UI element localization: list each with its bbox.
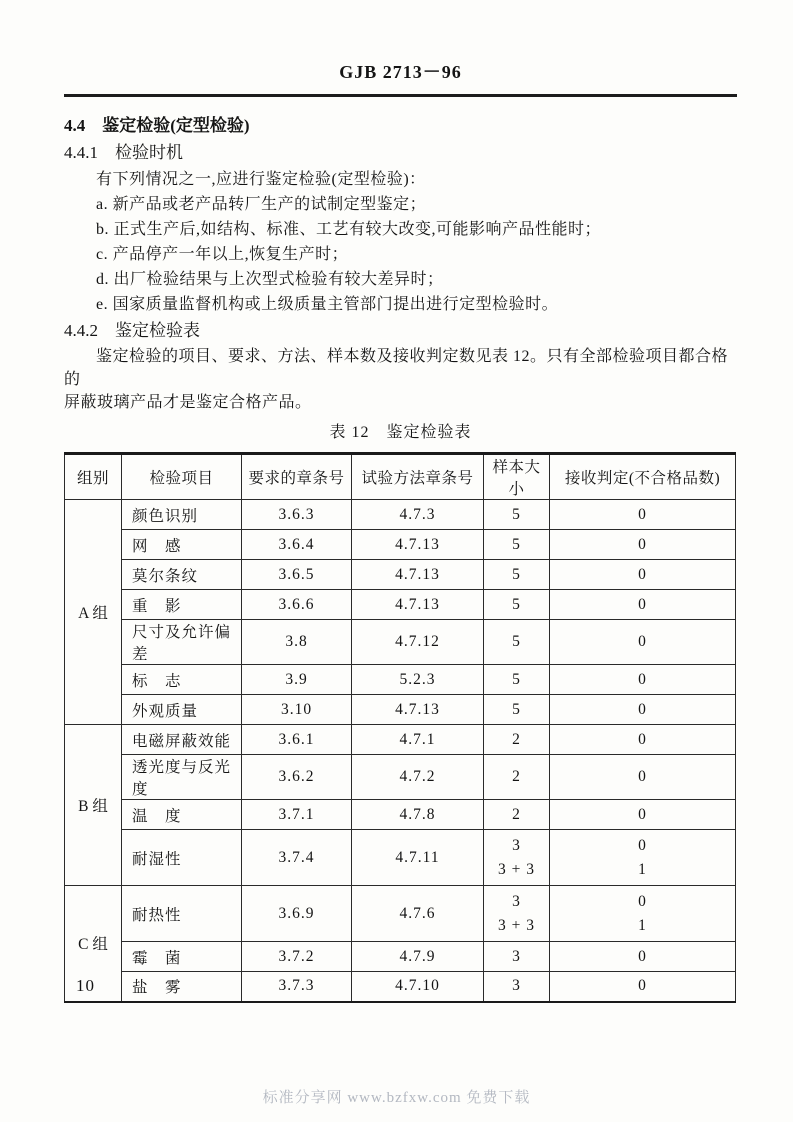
requirement-clause: 3.9 [242, 665, 352, 695]
clause-item-c: c. 产品停产一年以上,恢复生产时； [96, 246, 349, 263]
acceptance-number: 0 [550, 800, 736, 830]
acceptance-number: 0 [550, 665, 736, 695]
requirement-clause: 3.7.3 [242, 972, 352, 1002]
column-header-item: 检验项目 [122, 454, 242, 500]
sample-size: 5 [484, 620, 550, 665]
requirement-clause: 3.7.4 [242, 830, 352, 886]
method-clause: 4.7.6 [352, 886, 484, 942]
sample-size: 5 [484, 530, 550, 560]
method-clause: 5.2.3 [352, 665, 484, 695]
inspection-item: 尺寸及允许偏差 [122, 620, 242, 665]
table-row [65, 530, 736, 560]
table-row [65, 725, 736, 755]
acceptance-number: 0 [550, 695, 736, 725]
paragraph-line: 鉴定检验的项目、要求、方法、样本数及接收判定数见表 12。只有全部检验项目都合格的 [64, 348, 729, 388]
inspection-item: 重 影 [122, 590, 242, 620]
requirement-clause: 3.10 [242, 695, 352, 725]
group-label: A 组 [65, 500, 122, 725]
method-clause: 4.7.13 [352, 590, 484, 620]
requirement-clause: 3.6.9 [242, 886, 352, 942]
group-label: C 组 [65, 886, 122, 1002]
table-row [65, 590, 736, 620]
table-row [65, 755, 736, 800]
inspection-table-body [65, 500, 736, 1002]
clause-list [64, 192, 737, 317]
clause-item-a: a. 新产品或老产品转厂生产的试制定型鉴定； [96, 196, 427, 213]
acceptance-number: 0 [550, 972, 736, 1002]
table-row [65, 830, 736, 886]
method-clause: 4.7.11 [352, 830, 484, 886]
section-4-4-2-title: 4.4.2 鉴定检验表 [64, 321, 200, 340]
sample-size: 3 3 + 3 [484, 830, 550, 886]
method-clause: 4.7.10 [352, 972, 484, 1002]
column-header-method: 试验方法章条号 [352, 454, 484, 500]
requirement-clause: 3.8 [242, 620, 352, 665]
sample-size: 3 [484, 942, 550, 972]
method-clause: 4.7.1 [352, 725, 484, 755]
sample-size: 3 [484, 972, 550, 1002]
requirement-clause: 3.6.4 [242, 530, 352, 560]
requirement-clause: 3.6.1 [242, 725, 352, 755]
requirement-clause: 3.7.1 [242, 800, 352, 830]
method-clause: 4.7.3 [352, 500, 484, 530]
acceptance-number: 0 1 [550, 830, 736, 886]
sample-size: 5 [484, 500, 550, 530]
watermark: 标准分享网 www.bzfxw.com 免费下载 [262, 1090, 531, 1106]
sample-size: 3 3 + 3 [484, 886, 550, 942]
inspection-item: 网 感 [122, 530, 242, 560]
inspection-item: 耐热性 [122, 886, 242, 942]
requirement-clause: 3.6.2 [242, 755, 352, 800]
inspection-item: 耐湿性 [122, 830, 242, 886]
table-row [65, 665, 736, 695]
table-row [65, 560, 736, 590]
clause-item-d: d. 出厂检验结果与上次型式检验有较大差异时； [96, 271, 444, 288]
inspection-item: 电磁屏蔽效能 [122, 725, 242, 755]
method-clause: 4.7.12 [352, 620, 484, 665]
inspection-item: 莫尔条纹 [122, 560, 242, 590]
acceptance-number: 0 [550, 530, 736, 560]
column-header-accept: 接收判定(不合格品数) [550, 454, 736, 500]
table-row [65, 972, 736, 1002]
inspection-item: 霉 菌 [122, 942, 242, 972]
clause-item-b: b. 正式生产后,如结构、标准、工艺有较大改变,可能影响产品性能时； [96, 221, 602, 238]
method-clause: 4.7.13 [352, 695, 484, 725]
page-content [64, 60, 737, 1003]
column-header-group: 组别 [65, 454, 122, 500]
sample-size: 5 [484, 665, 550, 695]
section-4-4-1-title: 4.4.1 检验时机 [64, 143, 183, 162]
inspection-item: 温 度 [122, 800, 242, 830]
inspection-item: 透光度与反光度 [122, 755, 242, 800]
inspection-item: 外观质量 [122, 695, 242, 725]
acceptance-number: 0 1 [550, 886, 736, 942]
table-row [65, 800, 736, 830]
group-label: B 组 [65, 725, 122, 886]
method-clause: 4.7.13 [352, 560, 484, 590]
method-clause: 4.7.9 [352, 942, 484, 972]
acceptance-number: 0 [550, 755, 736, 800]
clause-item-e: e. 国家质量监督机构或上级质量主管部门提出进行定型检验时。 [96, 296, 559, 313]
method-clause: 4.7.8 [352, 800, 484, 830]
doc-number: GJB 2713－96 [339, 62, 462, 82]
table-row [65, 500, 736, 530]
sample-size: 2 [484, 800, 550, 830]
requirement-clause: 3.6.3 [242, 500, 352, 530]
section-4-4-2-paragraph [64, 345, 737, 414]
sample-size: 2 [484, 755, 550, 800]
acceptance-number: 0 [550, 560, 736, 590]
inspection-item: 标 志 [122, 665, 242, 695]
section-4-4-title: 4.4 鉴定检验(定型检验) [64, 116, 250, 135]
column-header-sample: 样本大小 [484, 454, 550, 500]
acceptance-number: 0 [550, 620, 736, 665]
acceptance-number: 0 [550, 942, 736, 972]
inspection-item: 盐 雾 [122, 972, 242, 1002]
table-row [65, 942, 736, 972]
header-rule [64, 94, 737, 97]
method-clause: 4.7.13 [352, 530, 484, 560]
acceptance-number: 0 [550, 590, 736, 620]
inspection-item: 颜色识别 [122, 500, 242, 530]
sample-size: 5 [484, 590, 550, 620]
paragraph-line: 屏蔽玻璃产品才是鉴定合格产品。 [64, 394, 312, 411]
table-row [65, 886, 736, 942]
sample-size: 5 [484, 560, 550, 590]
table-caption: 表 12 鉴定检验表 [329, 424, 472, 441]
acceptance-number: 0 [550, 500, 736, 530]
requirement-clause: 3.7.2 [242, 942, 352, 972]
sample-size: 5 [484, 695, 550, 725]
column-header-req-clause: 要求的章条号 [242, 454, 352, 500]
table-row [65, 620, 736, 665]
clause-intro: 有下列情况之一,应进行鉴定检验(定型检验)： [96, 171, 426, 188]
sample-size: 2 [484, 725, 550, 755]
table-header-row [65, 454, 736, 500]
page-number: 10 [76, 976, 95, 995]
method-clause: 4.7.2 [352, 755, 484, 800]
inspection-table [64, 452, 736, 1003]
requirement-clause: 3.6.6 [242, 590, 352, 620]
acceptance-number: 0 [550, 725, 736, 755]
table-row [65, 695, 736, 725]
requirement-clause: 3.6.5 [242, 560, 352, 590]
